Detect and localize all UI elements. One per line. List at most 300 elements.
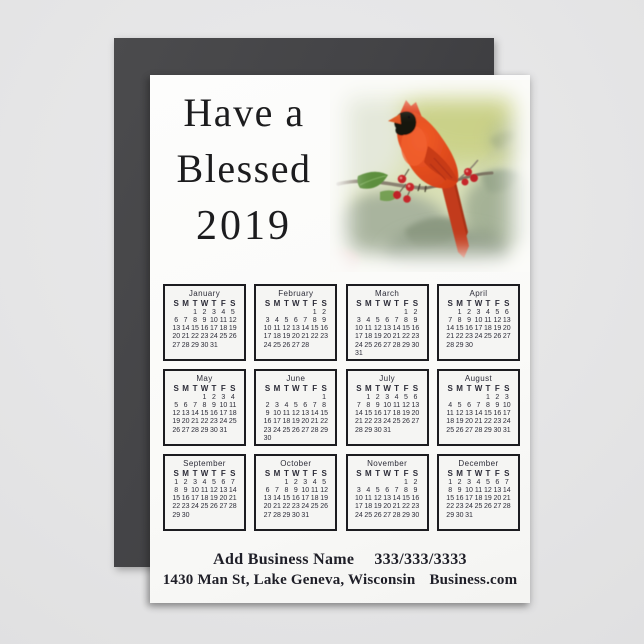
day-cell: 10 (474, 316, 483, 324)
month-calendar-november (346, 454, 429, 531)
day-cell: 17 (502, 410, 511, 418)
day-cell: 17 (301, 495, 310, 503)
day-cell: 2 (202, 308, 207, 316)
day-cell: 19 (402, 410, 410, 418)
day-cell (172, 309, 181, 317)
weekday-header (354, 384, 420, 394)
day-cell: 12 (484, 486, 492, 494)
week-row (445, 394, 511, 402)
day-cell: 16 (411, 325, 420, 333)
day-cell: 28 (446, 341, 455, 349)
weekday-label: T (211, 384, 217, 393)
weekday-label: S (447, 469, 453, 478)
weekday-label: T (466, 469, 472, 478)
day-cell: 9 (457, 486, 462, 494)
day-cell (401, 427, 410, 435)
day-cell: 19 (455, 418, 464, 426)
day-cell: 25 (282, 426, 291, 434)
day-cell: 7 (394, 486, 399, 494)
day-cell: 14 (446, 325, 455, 333)
day-cell: 30 (200, 341, 209, 349)
week-row (172, 394, 238, 402)
day-cell: 29 (484, 426, 492, 434)
day-cell: 3 (385, 393, 390, 401)
day-cell: 30 (493, 426, 502, 434)
weekday-label: S (173, 469, 179, 478)
day-cell: 2 (375, 393, 380, 401)
day-cell (272, 309, 281, 317)
week-row (172, 309, 238, 317)
weekday-header (263, 469, 329, 479)
day-cell: 7 (504, 478, 509, 486)
day-cell (493, 512, 502, 520)
day-cell: 26 (320, 503, 328, 511)
photo-vignette (330, 80, 530, 272)
week-row (172, 512, 238, 520)
day-cell: 14 (273, 495, 281, 503)
day-cell: 10 (465, 486, 473, 494)
day-cell: 18 (364, 503, 373, 511)
day-cell (382, 350, 391, 358)
day-cell (319, 435, 328, 443)
day-cell: 11 (446, 410, 454, 418)
weekday-label: S (264, 384, 271, 393)
week-row (354, 427, 420, 435)
day-cell: 24 (273, 426, 281, 434)
day-cell: 7 (193, 401, 198, 409)
day-cell: 25 (446, 426, 455, 434)
weekday-label: S (264, 299, 271, 308)
day-cell: 24 (210, 333, 218, 341)
weekday-label: T (283, 469, 289, 478)
weekday-label: T (485, 469, 491, 478)
day-cell: 1 (457, 308, 462, 316)
week-row (354, 325, 420, 333)
week-row (354, 394, 420, 402)
day-cell: 21 (191, 418, 199, 426)
day-cell: 24 (263, 341, 272, 349)
day-cell: 2 (467, 308, 471, 316)
day-cell (474, 512, 483, 520)
day-cell (272, 435, 281, 443)
week-row (354, 333, 420, 341)
day-cell: 21 (354, 418, 363, 426)
weekday-label: M (456, 299, 463, 308)
day-cell (301, 435, 310, 443)
weekday-label: T (394, 469, 400, 478)
weekday-label: T (394, 384, 400, 393)
week-row (354, 487, 420, 495)
weekday-label: T (485, 299, 491, 308)
day-cell (263, 394, 272, 402)
day-cell: 9 (202, 316, 207, 324)
day-cell (190, 512, 199, 520)
day-cell: 4 (485, 308, 490, 316)
day-cell: 12 (320, 486, 328, 494)
day-cell (291, 394, 300, 402)
weekday-header (172, 384, 238, 394)
day-cell: 1 (312, 308, 317, 316)
week-row (263, 325, 329, 333)
day-cell (190, 394, 199, 402)
day-cell: 20 (291, 333, 300, 341)
week-row (445, 479, 511, 487)
day-cell: 3 (356, 486, 361, 494)
weekday-label: S (173, 299, 179, 308)
day-cell (455, 394, 464, 402)
day-cell: 26 (291, 426, 300, 434)
day-cell: 18 (392, 410, 401, 418)
day-cell: 4 (476, 478, 481, 486)
day-cell: 8 (485, 401, 490, 409)
day-cell: 27 (219, 503, 228, 511)
day-cell: 3 (265, 316, 270, 324)
day-cell (502, 342, 511, 350)
day-cell: 16 (200, 325, 209, 333)
week-row (445, 402, 511, 410)
day-cell: 26 (210, 503, 218, 511)
day-cell: 30 (411, 511, 420, 519)
week-row (172, 495, 238, 503)
weekday-label: T (375, 469, 381, 478)
weekday-label: S (264, 469, 271, 478)
day-cell: 12 (228, 316, 237, 324)
week-row (445, 487, 511, 495)
day-cell: 12 (373, 325, 382, 333)
day-cell: 9 (413, 486, 418, 494)
day-cell: 21 (181, 333, 190, 341)
day-cell: 11 (392, 401, 401, 409)
day-cell (445, 309, 454, 317)
day-cell: 20 (219, 495, 228, 503)
week-row (445, 427, 511, 435)
day-cell: 4 (448, 401, 453, 409)
day-cell: 17 (354, 333, 363, 341)
weekday-label: T (283, 299, 289, 308)
day-cell: 29 (200, 426, 209, 434)
week-row (263, 487, 329, 495)
day-cell: 27 (301, 426, 310, 434)
weekday-label: M (364, 299, 372, 308)
day-cell: 8 (174, 486, 179, 494)
day-cell: 3 (476, 308, 481, 316)
day-cell: 29 (402, 341, 410, 349)
day-cell: 15 (310, 325, 319, 333)
week-row (263, 317, 329, 325)
day-cell: 8 (448, 486, 453, 494)
week-row (263, 342, 329, 350)
day-cell: 27 (383, 511, 392, 519)
day-cell: 23 (455, 503, 464, 511)
day-cell: 28 (392, 511, 401, 519)
day-cell: 7 (356, 401, 361, 409)
day-cell: 1 (193, 308, 198, 316)
day-cell: 26 (493, 333, 502, 341)
day-cell: 15 (455, 325, 464, 333)
day-cell: 18 (474, 495, 483, 503)
day-cell: 15 (402, 495, 410, 503)
week-row (172, 317, 238, 325)
week-row (263, 503, 329, 511)
day-cell: 6 (495, 478, 500, 486)
day-cell: 5 (230, 308, 235, 316)
day-cell: 23 (411, 503, 420, 511)
day-cell: 31 (465, 511, 473, 519)
week-row (172, 503, 238, 511)
month-calendar-september (163, 454, 246, 531)
day-cell: 6 (467, 401, 471, 409)
day-cell: 25 (273, 341, 281, 349)
month-name: January (188, 289, 221, 298)
day-cell: 16 (411, 495, 420, 503)
day-cell: 27 (411, 418, 420, 426)
day-cell: 1 (284, 478, 289, 486)
day-cell: 20 (301, 418, 310, 426)
week-row (445, 317, 511, 325)
day-cell: 6 (183, 401, 188, 409)
day-cell: 22 (402, 333, 410, 341)
weekday-label: T (192, 469, 198, 478)
day-cell: 23 (465, 333, 473, 341)
day-cell: 8 (404, 486, 408, 494)
day-cell: 9 (375, 401, 380, 409)
weekday-label: W (474, 469, 483, 478)
day-cell: 7 (183, 316, 188, 324)
day-cell: 17 (273, 418, 281, 426)
day-cell: 26 (373, 341, 382, 349)
day-cell: 25 (228, 418, 237, 426)
week-row (263, 435, 329, 443)
day-cell: 24 (191, 503, 199, 511)
day-cell: 26 (373, 511, 382, 519)
day-cell: 19 (282, 333, 291, 341)
day-cell: 3 (193, 478, 198, 486)
day-cell: 30 (465, 341, 473, 349)
day-cell: 18 (273, 333, 281, 341)
day-cell: 13 (383, 325, 392, 333)
day-cell: 27 (502, 333, 511, 341)
day-cell: 12 (402, 401, 410, 409)
day-cell: 8 (404, 316, 408, 324)
day-cell: 21 (392, 503, 401, 511)
day-cell: 24 (465, 503, 473, 511)
day-cell: 30 (411, 341, 420, 349)
day-cell: 23 (493, 418, 502, 426)
day-cell: 27 (172, 341, 181, 349)
day-cell: 3 (356, 316, 361, 324)
month-calendar-march (346, 284, 429, 361)
month-name: October (280, 459, 312, 468)
weekday-label: S (230, 299, 236, 308)
day-cell: 4 (221, 308, 226, 316)
business-info (150, 549, 530, 591)
day-cell: 11 (273, 325, 281, 333)
weekday-label: W (383, 469, 391, 478)
weekday-label: T (211, 469, 217, 478)
weekday-label: W (200, 469, 209, 478)
day-cell: 13 (465, 410, 473, 418)
day-cell: 1 (448, 478, 453, 486)
day-cell: 13 (502, 316, 511, 324)
day-cell: 11 (364, 495, 372, 503)
weekday-label: T (302, 384, 308, 393)
day-cell: 23 (320, 333, 328, 341)
week-row (172, 479, 238, 487)
day-cell: 22 (282, 503, 291, 511)
day-cell: 31 (219, 426, 228, 434)
day-cell: 14 (392, 325, 401, 333)
day-cell: 13 (172, 325, 181, 333)
weekday-label: S (504, 384, 510, 393)
day-cell (464, 394, 473, 402)
day-cell: 27 (465, 426, 473, 434)
week-row (172, 402, 238, 410)
day-cell: 29 (402, 511, 410, 519)
week-row (354, 495, 420, 503)
day-cell: 22 (200, 418, 209, 426)
day-cell: 15 (282, 495, 291, 503)
week-row (445, 512, 511, 520)
day-cell: 6 (293, 316, 298, 324)
day-cell: 2 (322, 308, 327, 316)
day-cell (364, 350, 373, 358)
day-cell (310, 342, 319, 350)
week-row (354, 410, 420, 418)
day-cell: 13 (181, 410, 190, 418)
week-row (354, 342, 420, 350)
day-cell: 16 (373, 410, 382, 418)
day-cell: 9 (467, 316, 471, 324)
weekday-label: F (220, 469, 226, 478)
month-calendar-january (163, 284, 246, 361)
month-name: June (286, 374, 306, 383)
day-cell (291, 435, 300, 443)
day-cell (301, 394, 310, 402)
day-cell: 25 (392, 418, 401, 426)
day-cell: 15 (484, 410, 492, 418)
day-cell: 14 (502, 486, 511, 494)
week-row (445, 309, 511, 317)
week-row (354, 350, 420, 358)
day-cell: 12 (373, 495, 382, 503)
day-cell: 16 (320, 325, 328, 333)
day-cell: 18 (200, 495, 209, 503)
day-cell: 27 (493, 503, 502, 511)
day-cell: 11 (229, 401, 237, 409)
day-cell: 1 (404, 308, 408, 316)
weekday-label: S (412, 299, 419, 308)
day-cell: 1 (202, 393, 207, 401)
day-cell: 13 (291, 325, 300, 333)
week-row (263, 333, 329, 341)
day-cell: 17 (474, 325, 483, 333)
day-cell: 11 (282, 410, 291, 418)
month-name: November (367, 459, 408, 468)
week-row (263, 427, 329, 435)
day-cell (401, 350, 410, 358)
day-cell: 13 (301, 410, 310, 418)
day-cell: 16 (210, 410, 218, 418)
day-cell: 21 (502, 495, 511, 503)
day-cell (228, 427, 237, 435)
day-cell: 25 (219, 333, 228, 341)
week-row (172, 342, 238, 350)
day-cell: 2 (211, 393, 216, 401)
day-cell: 29 (282, 511, 291, 519)
day-cell: 15 (172, 495, 181, 503)
week-row (263, 309, 329, 317)
day-cell: 20 (383, 503, 392, 511)
day-cell: 4 (312, 478, 317, 486)
weekday-label: F (403, 299, 409, 308)
day-cell: 15 (446, 495, 455, 503)
day-cell: 11 (311, 486, 319, 494)
day-cell (181, 394, 190, 402)
day-cell: 13 (383, 495, 392, 503)
day-cell: 4 (202, 478, 207, 486)
day-cell: 8 (284, 486, 289, 494)
weekday-label: S (356, 384, 362, 393)
day-cell: 14 (301, 325, 310, 333)
day-cell: 5 (457, 401, 462, 409)
day-cell: 26 (172, 426, 181, 434)
day-cell: 8 (193, 316, 198, 324)
day-cell: 16 (263, 418, 272, 426)
weekday-label: S (412, 384, 419, 393)
day-cell: 5 (404, 393, 408, 401)
weekday-label: F (220, 299, 226, 308)
day-cell: 18 (282, 418, 291, 426)
day-cell (272, 479, 281, 487)
weekday-header (445, 384, 511, 394)
week-row (172, 418, 238, 426)
weekday-label: S (230, 384, 236, 393)
day-cell: 10 (502, 401, 511, 409)
month-name: February (278, 289, 314, 298)
day-cell: 3 (275, 401, 279, 409)
day-cell: 2 (265, 401, 270, 409)
weekday-label: T (375, 299, 381, 308)
weekday-label: W (292, 469, 300, 478)
business-line-2 (150, 570, 530, 591)
day-cell (354, 394, 363, 402)
weekday-label: W (292, 299, 300, 308)
day-cell: 5 (375, 316, 380, 324)
day-cell: 18 (310, 495, 319, 503)
day-cell: 22 (364, 418, 373, 426)
day-cell (483, 342, 492, 350)
day-cell: 24 (301, 503, 310, 511)
day-cell: 10 (383, 401, 392, 409)
day-cell: 15 (364, 410, 373, 418)
day-cell: 17 (263, 333, 272, 341)
day-cell: 13 (493, 486, 502, 494)
day-cell: 20 (502, 325, 511, 333)
weekday-label: T (394, 299, 400, 308)
day-cell: 29 (191, 341, 199, 349)
day-cell: 8 (322, 401, 327, 409)
day-cell: 28 (181, 341, 190, 349)
day-cell: 14 (354, 410, 363, 418)
day-cell: 2 (457, 478, 462, 486)
day-cell (228, 512, 237, 520)
day-cell: 7 (303, 316, 308, 324)
business-name: Add Business Name (213, 551, 355, 568)
day-cell: 9 (413, 316, 418, 324)
day-cell: 22 (402, 503, 410, 511)
day-cell: 9 (293, 486, 298, 494)
week-row (445, 495, 511, 503)
